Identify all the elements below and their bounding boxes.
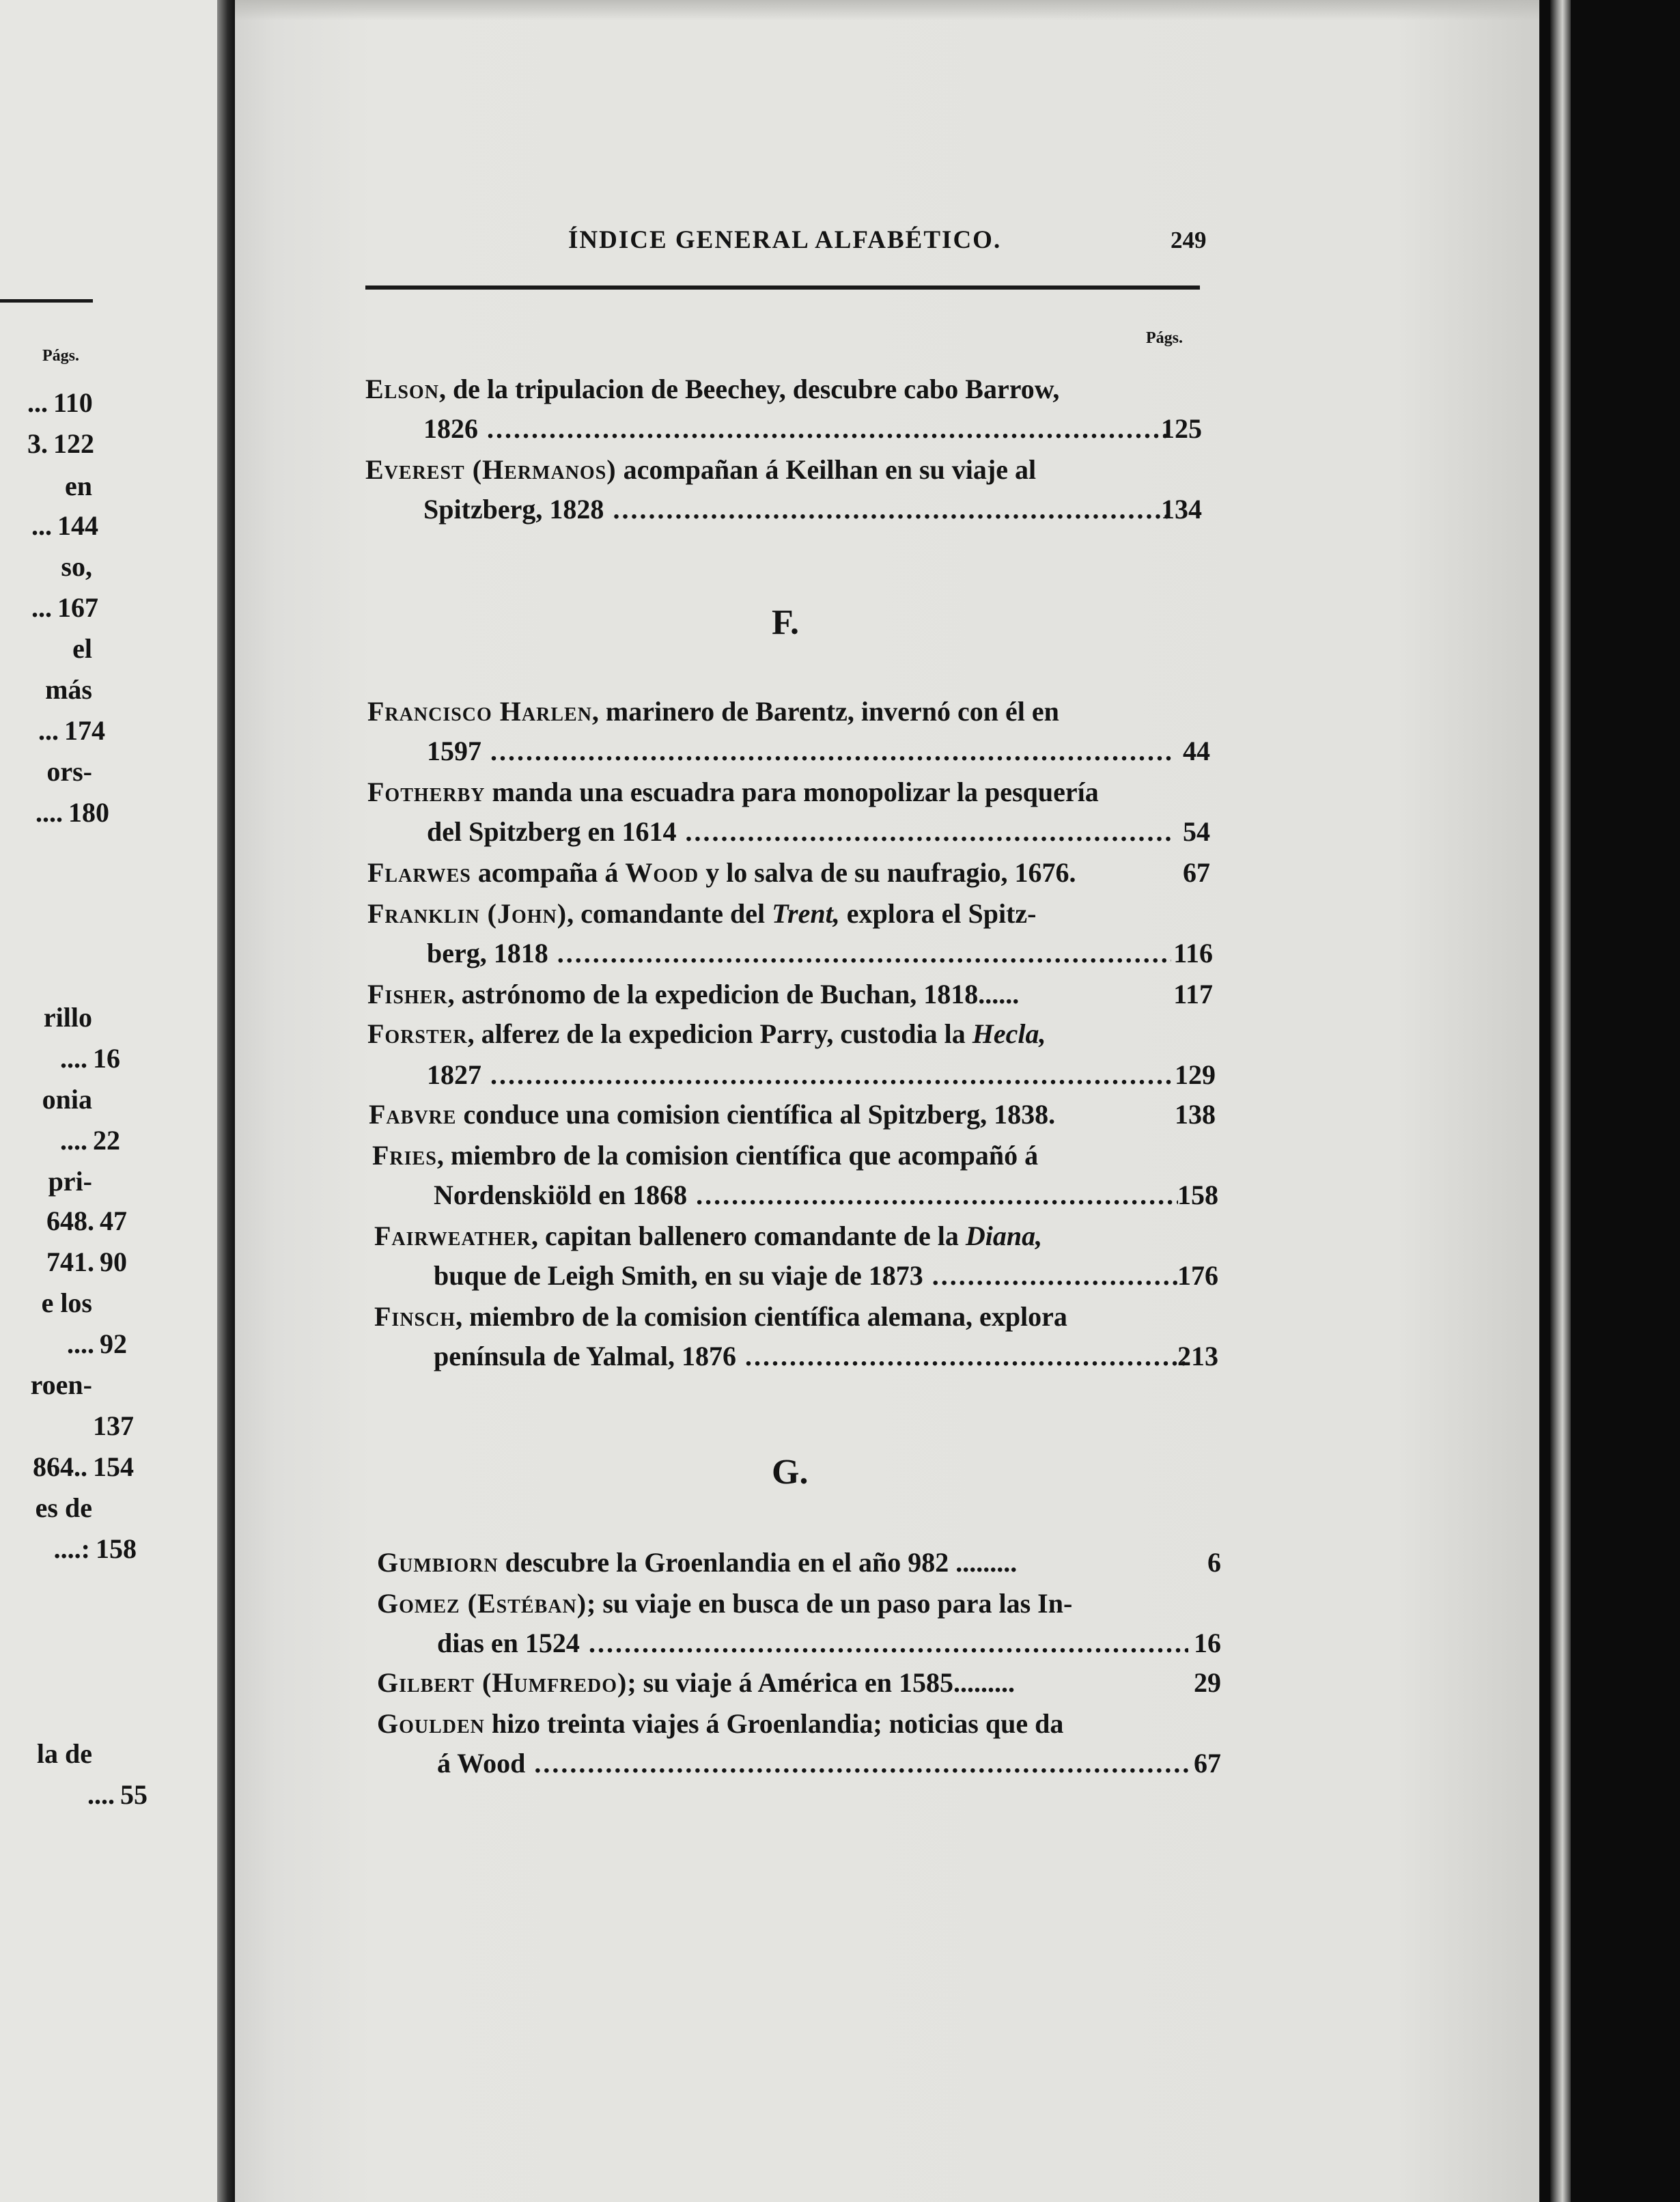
left-page-line [0, 1410, 87, 1451]
entry-page-number: 129 [1175, 1059, 1216, 1090]
entry-text: acompañan á Keilhan en su viaje al [616, 454, 1037, 485]
entry-page-number: 29 [1194, 1667, 1221, 1698]
left-page-line-text: .... [87, 1779, 115, 1810]
entry-name: Fisher [367, 979, 448, 1009]
left-page-number: 154 [93, 1451, 134, 1482]
entry-name: Everest (Hermanos) [365, 454, 617, 485]
left-page-line [0, 755, 92, 796]
entry-text: , miembro de la comision científica alemana, explora [456, 1301, 1067, 1332]
entry-text: del Spitzberg en 1614 ..... [427, 816, 1171, 848]
entry-name: Wood [625, 857, 699, 888]
left-page-line-text: ... [31, 510, 52, 541]
left-page-line-text: 648. [46, 1205, 94, 1236]
left-page-number: 47 [100, 1205, 127, 1236]
entry-name: Francisco Harlen [367, 696, 592, 727]
entry-ship-name: Hecla, [972, 1018, 1046, 1049]
entry-text: buque de Leigh Smith, en su viaje de 1873 ..... [434, 1259, 1181, 1292]
left-page-line-text: ors- [46, 756, 92, 787]
left-pags-label: Págs. [42, 347, 79, 365]
left-page-number: 16 [93, 1043, 120, 1074]
entry-page-number: 54 [1183, 816, 1210, 847]
entry-continuation [434, 1179, 1178, 1220]
entry-ship-name: Diana, [965, 1221, 1043, 1251]
entry-page-number: 6 [1207, 1547, 1221, 1578]
left-page-line-text: ....: [53, 1533, 90, 1564]
entry-page-number: 44 [1183, 736, 1210, 766]
entry-text: conduce una comision científica al Spitzberg, 1838. [456, 1099, 1056, 1130]
left-page-line-text: e los [41, 1287, 92, 1318]
entry-continuation [434, 1340, 1185, 1381]
left-page-number: 158 [96, 1533, 137, 1564]
entry-page-number: 125 [1161, 413, 1202, 444]
left-page-number: 55 [120, 1779, 148, 1810]
left-page-line [0, 714, 59, 755]
entry-text: ; su viaje en busca de un paso para las In- [587, 1588, 1073, 1619]
index-entry [367, 856, 1076, 897]
left-page-line-text: roen- [30, 1369, 92, 1400]
entry-page-number: 138 [1175, 1099, 1216, 1130]
left-page-line [0, 1001, 92, 1042]
index-entry-elson [365, 373, 1059, 414]
left-page-line [0, 1083, 92, 1124]
entry-text: , capitan ballenero comandante de la [531, 1221, 966, 1251]
entry-text: 1827 ..... [427, 1059, 1175, 1091]
index-entry [367, 1018, 1046, 1059]
left-page-line [0, 1779, 115, 1820]
section-letter-g: G. [772, 1453, 809, 1492]
left-page-line-text: rillo [43, 1002, 92, 1033]
entry-page-number: 213 [1177, 1341, 1218, 1371]
entry-continuation [427, 735, 1171, 776]
left-page-line-text: so, [61, 551, 92, 582]
entry-continuation [434, 1259, 1181, 1300]
index-entry [377, 1708, 1063, 1748]
left-page-line [0, 1042, 87, 1083]
index-entry [374, 1220, 1042, 1261]
left-page-line [0, 510, 52, 550]
index-entry [374, 1300, 1067, 1341]
left-page-line [0, 428, 48, 469]
entry-text: 1597 ..... [427, 735, 1171, 767]
entry-text: explora el Spitz- [839, 898, 1037, 929]
left-page-line-text: ... [38, 715, 59, 746]
index-entry [377, 1667, 1015, 1708]
left-page-number: 180 [68, 797, 109, 828]
left-page-number: 122 [53, 428, 94, 459]
entry-continuation [437, 1627, 1188, 1668]
left-page-line [0, 1492, 92, 1533]
entry-page-number: 116 [1173, 938, 1213, 968]
left-page-line [0, 470, 92, 511]
left-page-line [0, 591, 52, 632]
entry-name: Fotherby [367, 777, 486, 807]
left-page-line-text: el [72, 633, 92, 664]
entry-continuation [427, 937, 1171, 978]
left-page-number: 174 [64, 715, 105, 746]
entry-ship-name: Trent, [772, 898, 840, 929]
left-page-number: 92 [100, 1328, 127, 1359]
previous-page-fragment [0, 0, 231, 2202]
entry-page-number: 158 [1177, 1180, 1218, 1210]
left-page-number: 167 [57, 592, 98, 623]
left-page-line-text: es de [35, 1492, 92, 1523]
entry-name: Gumbiorn [377, 1547, 499, 1578]
index-entry [377, 1546, 1017, 1587]
left-page-number: 22 [93, 1125, 120, 1156]
entry-text: manda una escuadra para monopolizar la pesquería [485, 777, 1099, 807]
left-page-line [0, 550, 92, 591]
left-page-number: 137 [93, 1410, 134, 1441]
entry-text: hizo treinta viajes á Groenlandia; noticias que da [484, 1708, 1064, 1739]
index-entry [367, 978, 1019, 1019]
entry-text: , miembro de la comision científica que acompañó á [436, 1140, 1039, 1171]
left-page-line-text: .... [60, 1125, 87, 1156]
left-page-line [0, 387, 48, 428]
entry-text: descubre la Groenlandia en el año 982 ......... [498, 1547, 1018, 1578]
entry-text: berg, 1818 ..... [427, 937, 1171, 969]
entry-text: ; su viaje á América en 1585......... [627, 1667, 1016, 1698]
left-page-line [0, 1533, 90, 1574]
index-entry [369, 1098, 1055, 1139]
entry-text: , de la tripulacion de Beechey, descubre cabo Barrow, [438, 374, 1060, 404]
entry-name: Finsch [374, 1301, 456, 1332]
left-page-line-text: onia [42, 1084, 92, 1115]
entry-continuation [427, 1059, 1175, 1100]
next-page-edge [1550, 0, 1571, 2202]
left-page-line-text: en [65, 471, 92, 501]
index-entry [377, 1587, 1072, 1628]
entry-name: Forster [367, 1018, 468, 1049]
entry-text: , astrónomo de la expedicion de Buchan, 1818...... [447, 979, 1020, 1009]
left-page-line [0, 632, 92, 673]
left-page-line [0, 1328, 94, 1369]
entry-text: acompaña á [471, 857, 626, 888]
left-page-line-text: .... [60, 1043, 87, 1074]
header-rule [365, 285, 1200, 290]
left-page-line-text: ... [27, 387, 48, 418]
left-page-line [0, 796, 63, 837]
entry-name: Fairweather [374, 1221, 531, 1251]
index-entry [372, 1139, 1038, 1180]
left-page-line [0, 1205, 94, 1246]
left-page-line [0, 1369, 92, 1410]
left-page-number: 90 [100, 1246, 127, 1277]
book-gutter [217, 0, 235, 2202]
entry-text: península de Yalmal, 1876 ..... [434, 1340, 1185, 1372]
entry-continuation [423, 493, 1168, 534]
left-header-rule [0, 299, 93, 303]
entry-name: Gilbert (Humfredo) [377, 1667, 628, 1698]
index-entry [367, 897, 1036, 938]
left-page-line [0, 1451, 87, 1492]
left-page-line-text: pri- [48, 1166, 92, 1197]
pags-column-label: Págs. [1146, 329, 1183, 347]
left-page-line-text: la de [36, 1738, 92, 1769]
entry-name: Fries [372, 1140, 437, 1171]
entry-continuation [423, 413, 1168, 454]
entry-text: y lo salva de su naufragio, 1676. [699, 857, 1076, 888]
left-page-line-text: más [45, 674, 92, 705]
left-page-number: 144 [57, 510, 98, 541]
left-page-line-text: 741. [46, 1246, 94, 1277]
entry-text: á Wood ..... [437, 1747, 1188, 1779]
entry-name: Goulden [377, 1708, 485, 1739]
index-entry [367, 695, 1059, 736]
entry-text: , comandante del [567, 898, 772, 929]
entry-page-number: 176 [1177, 1260, 1218, 1291]
left-page-number: 110 [53, 387, 93, 418]
left-page-line [0, 1124, 87, 1165]
index-entry-everest [365, 454, 1036, 494]
entry-name: Fabvre [369, 1099, 457, 1130]
left-page-line-text: 3. [27, 428, 48, 459]
left-page-line-text: 864.. [33, 1451, 87, 1482]
entry-text: , alferez de la expedicion Parry, custodia la [467, 1018, 972, 1049]
entry-continuation [437, 1747, 1188, 1788]
left-page-line [0, 1165, 92, 1206]
page-number: 249 [1171, 227, 1207, 253]
entry-text: Nordenskiöld en 1868 ..... [434, 1179, 1178, 1211]
entry-name: Gomez (Estéban) [377, 1588, 587, 1619]
entry-page-number: 16 [1194, 1628, 1221, 1658]
running-head: ÍNDICE GENERAL ALFABÉTICO. [568, 226, 1002, 254]
entry-text: Spitzberg, 1828 ..... [423, 493, 1168, 525]
left-page-line-text: .... [67, 1328, 94, 1359]
left-page-line [0, 1738, 92, 1779]
entry-page-number: 134 [1161, 494, 1202, 525]
entry-page-number: 67 [1194, 1748, 1221, 1779]
entry-page-number: 67 [1183, 857, 1210, 888]
entry-name: Franklin (John) [367, 898, 568, 929]
entry-name: Flarwes [367, 857, 471, 888]
left-page-line [0, 1246, 94, 1287]
index-entry [367, 776, 1099, 817]
left-page-line-text: ... [31, 592, 52, 623]
entry-text: 1826 ..... [423, 413, 1168, 445]
entry-name: Elson [365, 374, 439, 404]
entry-text: dias en 1524 ..... [437, 1627, 1188, 1659]
entry-continuation [427, 816, 1171, 856]
left-page-line [0, 1287, 92, 1328]
left-page-line-text: .... [36, 797, 63, 828]
left-page-line [0, 673, 92, 714]
entry-text: , marinero de Barentz, invernó con él en [591, 696, 1059, 727]
section-letter-f: F. [772, 603, 799, 642]
entry-page-number: 117 [1173, 979, 1213, 1009]
